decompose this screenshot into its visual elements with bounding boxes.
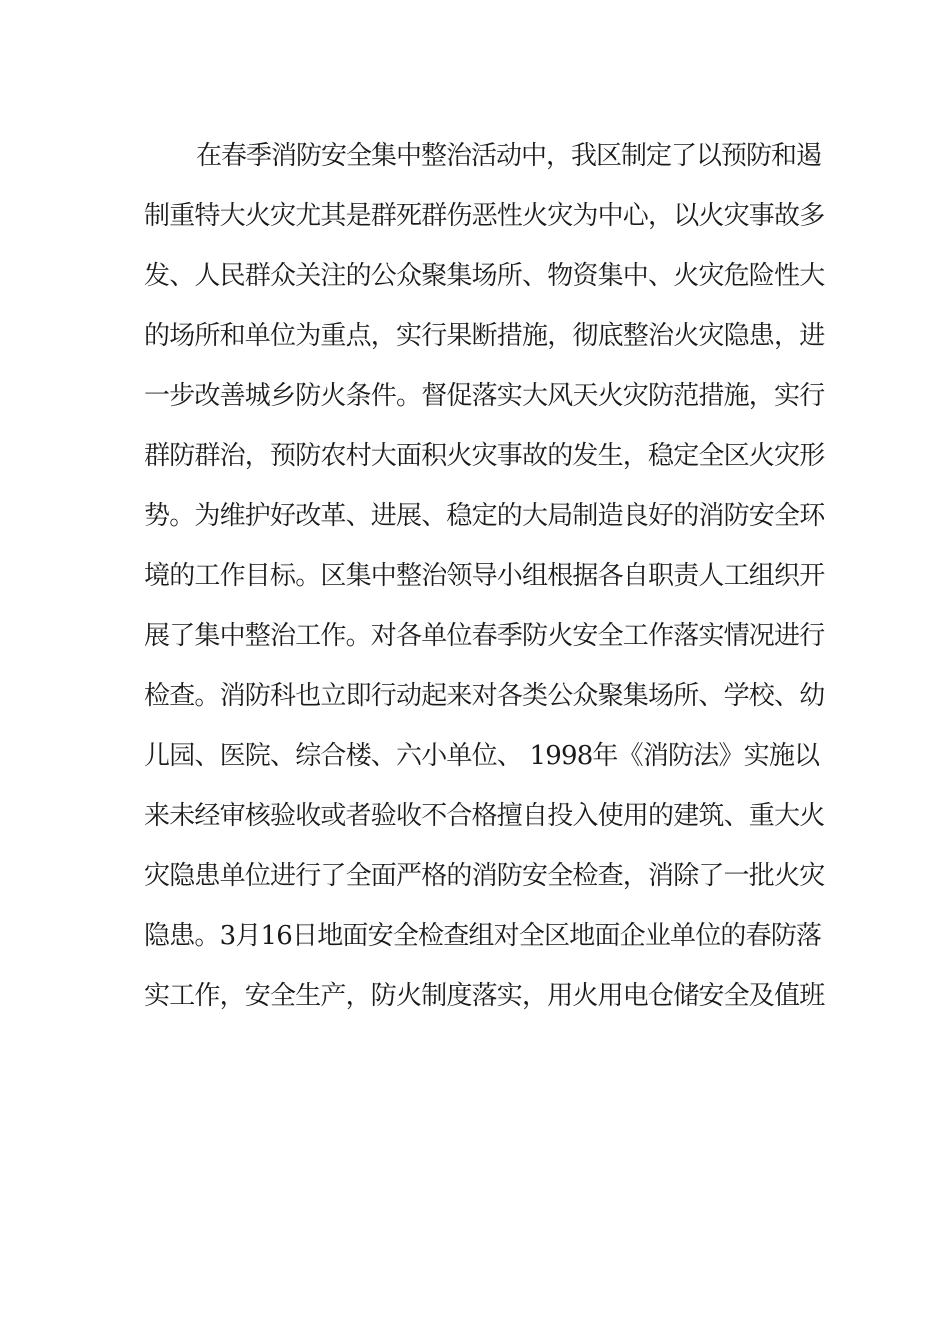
text-line-5: 一步改善城乡防火条件。督促落实大风天火灾防范措施，实行 <box>144 381 825 411</box>
text-line-12: 来未经审核验收或者验收不合格擅自投入使用的建筑、重大火 <box>144 801 825 831</box>
text-line-13: 灾隐患单位进行了全面严格的消防安全检查，消除了一批火灾 <box>144 861 825 891</box>
text-line-3: 发、人民群众关注的公众聚集场所、物资集中、火灾危险性大 <box>144 261 825 291</box>
body-paragraph <box>144 126 824 1026</box>
text-line-10: 检查。消防科也立即行动起来对各类公众聚集场所、学校、幼 <box>144 681 825 711</box>
text-line-4: 的场所和单位为重点，实行果断措施，彻底整治火灾隐患，进 <box>144 321 825 351</box>
text-line-2: 制重特大火灾尤其是群死群伤恶性火灾为中心，以火灾事故多 <box>144 201 825 231</box>
text-line-11: 儿园、医院、综合楼、六小单位、 1998年《消防法》实施以 <box>144 741 820 771</box>
text-line-7: 势。为维护好改革、进展、稳定的大局制造良好的消防安全环 <box>144 501 825 531</box>
text-line-8: 境的工作目标。区集中整治领导小组根据各自职责人工组织开 <box>144 561 825 591</box>
text-line-14: 隐患。3月16日地面安全检查组对全区地面企业单位的春防落 <box>144 921 822 951</box>
text-line-1: 在春季消防安全集中整治活动中，我区制定了以预防和遏 <box>196 141 822 171</box>
text-line-15: 实工作，安全生产，防火制度落实，用火用电仓储安全及值班 <box>144 981 825 1011</box>
text-line-6: 群防群治，预防农村大面积火灾事故的发生，稳定全区火灾形 <box>144 441 825 471</box>
text-line-9: 展了集中整治工作。对各单位春季防火安全工作落实情况进行 <box>144 621 825 651</box>
